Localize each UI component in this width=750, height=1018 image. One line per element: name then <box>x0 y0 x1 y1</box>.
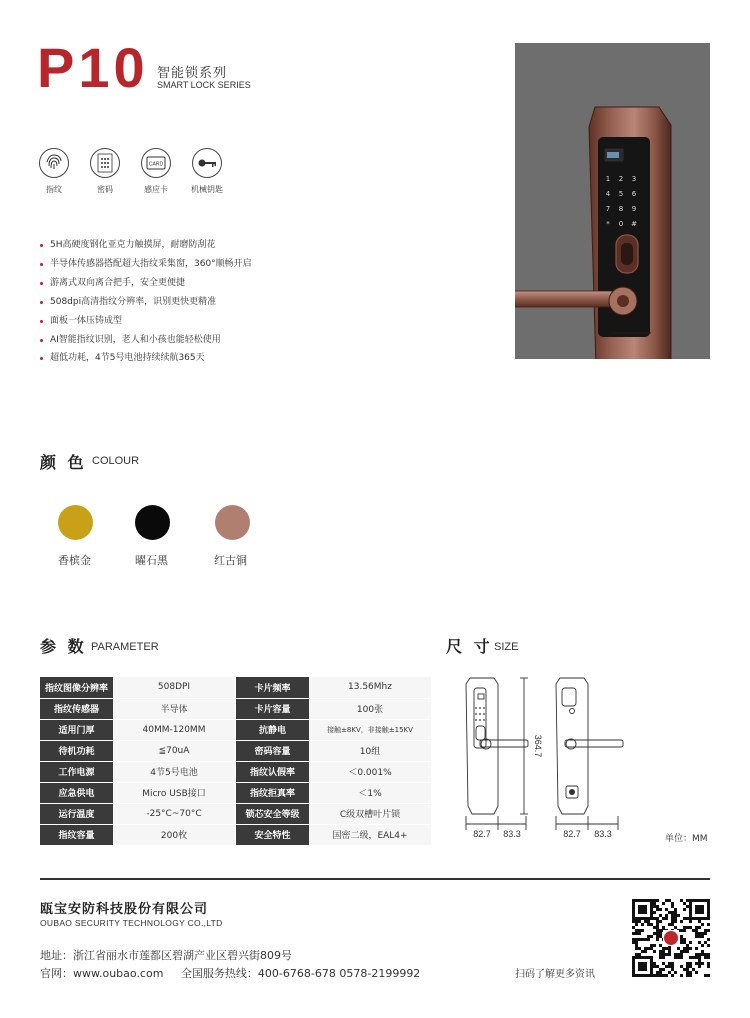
feature-icons <box>36 148 225 195</box>
list-item: 超低功耗，4节5号电池持续续航365天 <box>40 349 252 368</box>
list-item: 半导体传感器搭配超大指纹采集窗，360°顺畅开启 <box>40 255 252 274</box>
card-icon-text: CARD <box>148 161 164 168</box>
size-title-cn: 尺 寸 <box>446 637 493 656</box>
swatch-label: 曜石黑 <box>135 554 168 567</box>
param-value: Micro USB接口 <box>113 782 235 803</box>
param-value: 200枚 <box>113 824 235 845</box>
keypad-key: 5 <box>618 190 624 198</box>
param-label: 安全特性 <box>236 824 309 845</box>
table-row <box>40 782 431 803</box>
param-label: 抗静电 <box>236 719 309 740</box>
feature-label: 机械钥匙 <box>191 185 223 194</box>
param-label: 卡片容量 <box>236 698 309 719</box>
password-icon <box>90 148 120 178</box>
swatch-red-bronze <box>215 505 250 540</box>
feature-key <box>189 148 225 195</box>
series-title-en: SMART LOCK SERIES <box>157 80 251 90</box>
width-dimension-b: 83.3 <box>503 829 521 839</box>
param-value: 508DPI <box>113 677 235 698</box>
colour-title-en: COLOUR <box>92 455 140 467</box>
keypad-key: 0 <box>618 220 624 228</box>
table-row <box>40 740 431 761</box>
list-item: 游离式双向离合把手，安全更便捷 <box>40 274 252 293</box>
param-value: 13.56Mhz <box>309 677 431 698</box>
keypad-key: 9 <box>631 205 637 213</box>
feature-password <box>87 148 123 195</box>
swatch-champagne-gold <box>58 505 93 540</box>
contact-row <box>40 965 434 981</box>
swatch-label: 香槟金 <box>58 554 91 567</box>
width-dimension-a: 82.7 <box>563 829 581 839</box>
width-dimension-b: 83.3 <box>594 829 612 839</box>
company-name-en: OUBAO SECURITY TECHNOLOGY CO.,LTD <box>40 918 223 928</box>
param-label: 应急供电 <box>40 782 113 803</box>
feature-list <box>40 236 252 368</box>
unit-label: 单位：MM <box>665 834 708 844</box>
size-title-en: SIZE <box>494 641 519 653</box>
feature-label: 密码 <box>97 185 113 194</box>
param-label: 指纹传感器 <box>40 698 113 719</box>
param-value: ＜1% <box>309 782 431 803</box>
scan-prompt: 扫码了解更多资讯 <box>515 969 595 980</box>
list-item: AI智能指纹识别，老人和小孩也能轻松使用 <box>40 331 252 350</box>
hotline: 全国服务热线：400-6768-678 0578-2199992 <box>180 967 421 980</box>
param-value: 10组 <box>309 740 431 761</box>
key-icon <box>192 148 222 178</box>
fingerprint-icon <box>39 148 69 178</box>
width-dimension-a: 82.7 <box>473 829 491 839</box>
dimension-drawings <box>462 664 662 848</box>
param-value: 接触±8KV，非接触±15KV <box>309 719 431 740</box>
param-label: 密码容量 <box>236 740 309 761</box>
keypad-key: 7 <box>605 205 611 213</box>
param-value: 国密二级，EAL4+ <box>309 824 431 845</box>
table-row <box>40 719 431 740</box>
footer-divider <box>40 878 710 880</box>
series-title-cn: 智能锁系列 <box>157 66 228 81</box>
keypad-key: 8 <box>618 205 624 213</box>
keypad-key: 3 <box>631 175 637 183</box>
param-label: 工作电源 <box>40 761 113 782</box>
param-label: 卡片频率 <box>236 677 309 698</box>
param-value: 4节5号电池 <box>113 761 235 782</box>
keypad-key: 1 <box>605 175 611 183</box>
table-row <box>40 824 431 845</box>
table-row <box>40 698 431 719</box>
feature-label: 感应卡 <box>144 185 168 194</box>
feature-card <box>138 148 174 195</box>
keypad-key: * <box>606 220 610 228</box>
card-icon <box>141 148 171 178</box>
feature-fingerprint <box>36 148 72 195</box>
keypad-key: # <box>631 220 637 228</box>
param-label: 指纹拒真率 <box>236 782 309 803</box>
param-label: 指纹容量 <box>40 824 113 845</box>
height-dimension: 364.7 <box>533 734 543 758</box>
param-label: 指纹认假率 <box>236 761 309 782</box>
param-value: 40MM-120MM <box>113 719 235 740</box>
table-row <box>40 677 431 698</box>
colour-title-cn: 颜 色 <box>40 453 87 472</box>
param-label: 运行温度 <box>40 803 113 824</box>
param-label: 待机功耗 <box>40 740 113 761</box>
param-value: 半导体 <box>113 698 235 719</box>
param-label: 锁芯安全等级 <box>236 803 309 824</box>
table-row <box>40 761 431 782</box>
list-item: 面板一体压铸成型 <box>40 312 252 331</box>
table-row <box>40 803 431 824</box>
param-value: 100张 <box>309 698 431 719</box>
feature-label: 指纹 <box>46 185 62 194</box>
param-label: 指纹图像分辨率 <box>40 677 113 698</box>
company-name-cn: 瓯宝安防科技股份有限公司 <box>40 902 209 917</box>
param-value: C级双槽叶片锁 <box>309 803 431 824</box>
param-value: ≦70uA <box>113 740 235 761</box>
param-label: 适用门厚 <box>40 719 113 740</box>
swatch-obsidian-black <box>135 505 170 540</box>
keypad-key: 6 <box>631 190 637 198</box>
list-item: 5H高硬度钢化亚克力触摸屏，耐磨防刮花 <box>40 236 252 255</box>
parameter-title-cn: 参 数 <box>40 637 87 656</box>
param-value: ＜0.001% <box>309 761 431 782</box>
keypad-key: 4 <box>605 190 611 198</box>
model-title: P10 <box>37 36 149 99</box>
product-hero-image <box>515 43 710 359</box>
list-item: 508dpi高清指纹分辨率，识别更快更精准 <box>40 293 252 312</box>
parameter-table <box>40 677 431 846</box>
keypad-key: 2 <box>618 175 624 183</box>
parameter-title-en: PARAMETER <box>91 641 159 653</box>
param-value: -25°C~70°C <box>113 803 235 824</box>
qr-code[interactable] <box>632 899 710 977</box>
swatch-label: 红古铜 <box>214 554 247 567</box>
address: 地址：浙江省丽水市莲都区碧湖产业区碧兴街809号 <box>40 949 292 962</box>
website-link[interactable]: 官网：www.oubao.com <box>40 967 164 980</box>
